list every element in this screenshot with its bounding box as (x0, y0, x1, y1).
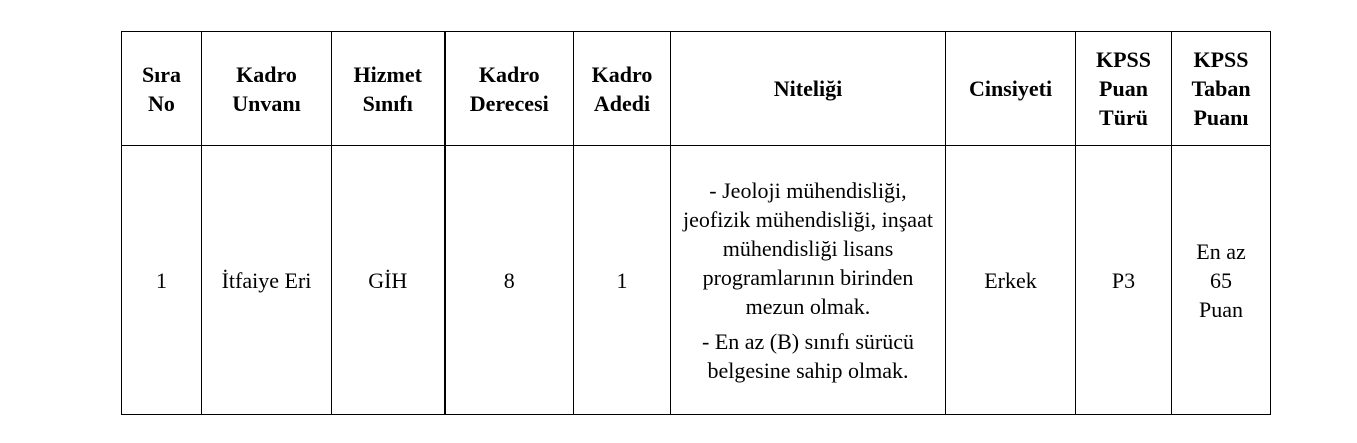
nitelik-item: - Jeoloji mühendisliği, jeofizik mühendisliği, inşaat mühendisliği lisans programlarının birinden mezun olmak. (683, 177, 933, 319)
header-sira-no: Sıra No (122, 32, 202, 146)
cell-hizmet-sinifi: GİH (332, 146, 445, 415)
header-kadro-adedi: Kadro Adedi (574, 32, 671, 146)
cell-niteligi (671, 146, 946, 415)
header-kpss-puan-turu: KPSS Puan Türü (1076, 32, 1172, 146)
cell-sira-no: 1 (122, 146, 202, 415)
header-kadro-derecesi: Kadro Derecesi (445, 32, 574, 146)
header-hizmet-sinifi: Hizmet Sınıfı (332, 32, 445, 146)
cell-kadro-unvani: İtfaiye Eri (202, 146, 332, 415)
table-row (122, 146, 1271, 415)
header-row (122, 32, 1271, 146)
cell-kadro-adedi: 1 (574, 146, 671, 415)
cell-kadro-derecesi: 8 (445, 146, 574, 415)
cell-cinsiyeti: Erkek (946, 146, 1076, 415)
cell-kpss-puan-turu: P3 (1076, 146, 1172, 415)
header-kpss-taban-puani: KPSS Taban Puanı (1172, 32, 1271, 146)
cell-kpss-taban-puani: En az 65 Puan (1172, 146, 1271, 415)
header-niteligi: Niteliği (671, 32, 946, 146)
kadro-table (121, 31, 1271, 415)
header-cinsiyeti: Cinsiyeti (946, 32, 1076, 146)
nitelik-item: - En az (B) sınıfı sürücü belgesine sahip olmak. (702, 328, 914, 383)
header-kadro-unvani: Kadro Unvanı (202, 32, 332, 146)
